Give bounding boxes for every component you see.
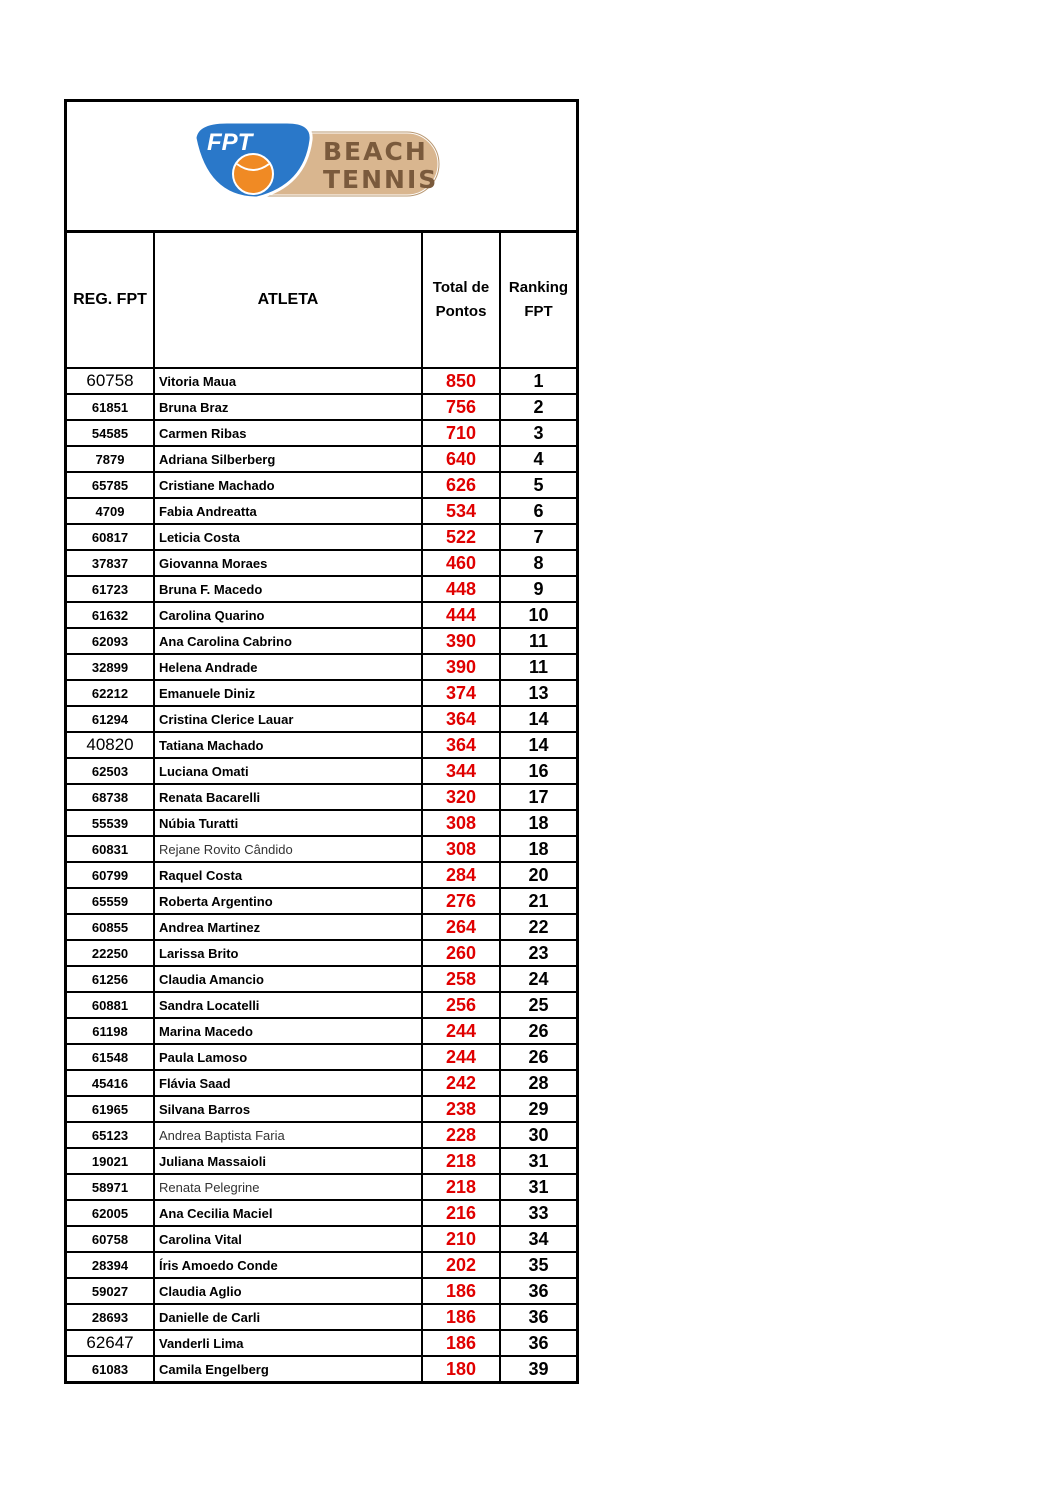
athlete-name-cell: Claudia Amancio bbox=[154, 966, 422, 992]
athlete-name-cell: Ana Carolina Cabrino bbox=[154, 628, 422, 654]
svg-text:BEACH: BEACH bbox=[323, 137, 428, 166]
reg-fpt-cell: 60881 bbox=[67, 992, 154, 1018]
table-row bbox=[67, 550, 576, 576]
athlete-name-cell: Andrea Martinez bbox=[154, 914, 422, 940]
rank-cell: 9 bbox=[500, 576, 576, 602]
rank-cell: 14 bbox=[500, 706, 576, 732]
table-row bbox=[67, 888, 576, 914]
reg-fpt-cell: 55539 bbox=[67, 810, 154, 836]
points-cell: 260 bbox=[422, 940, 500, 966]
points-cell: 202 bbox=[422, 1252, 500, 1278]
rank-cell: 36 bbox=[500, 1304, 576, 1330]
points-cell: 276 bbox=[422, 888, 500, 914]
ranking-sheet bbox=[64, 99, 579, 1384]
athlete-name-cell: Carolina Quarino bbox=[154, 602, 422, 628]
athlete-name-cell: Ana Cecilia Maciel bbox=[154, 1200, 422, 1226]
points-cell: 444 bbox=[422, 602, 500, 628]
col-header-points bbox=[422, 233, 500, 368]
table-row bbox=[67, 1356, 576, 1381]
rank-cell: 35 bbox=[500, 1252, 576, 1278]
rank-cell: 18 bbox=[500, 836, 576, 862]
points-cell: 390 bbox=[422, 654, 500, 680]
points-cell: 216 bbox=[422, 1200, 500, 1226]
table-row bbox=[67, 732, 576, 758]
rank-cell: 21 bbox=[500, 888, 576, 914]
table-row bbox=[67, 446, 576, 472]
points-cell: 320 bbox=[422, 784, 500, 810]
athlete-name-cell: Danielle de Carli bbox=[154, 1304, 422, 1330]
points-cell: 850 bbox=[422, 368, 500, 394]
rank-cell: 17 bbox=[500, 784, 576, 810]
table-row bbox=[67, 654, 576, 680]
table-row bbox=[67, 1330, 576, 1356]
table-row bbox=[67, 810, 576, 836]
points-cell: 238 bbox=[422, 1096, 500, 1122]
table-row bbox=[67, 498, 576, 524]
points-cell: 186 bbox=[422, 1278, 500, 1304]
reg-fpt-cell: 4709 bbox=[67, 498, 154, 524]
points-cell: 242 bbox=[422, 1070, 500, 1096]
athlete-name-cell: Marina Macedo bbox=[154, 1018, 422, 1044]
athlete-name-cell: Adriana Silberberg bbox=[154, 446, 422, 472]
table-row bbox=[67, 706, 576, 732]
table-row bbox=[67, 1304, 576, 1330]
points-cell: 186 bbox=[422, 1330, 500, 1356]
rank-header-line1: Ranking bbox=[508, 279, 569, 296]
table-row bbox=[67, 394, 576, 420]
points-cell: 374 bbox=[422, 680, 500, 706]
reg-fpt-cell: 28693 bbox=[67, 1304, 154, 1330]
athlete-name-cell: Luciana Omati bbox=[154, 758, 422, 784]
table-row bbox=[67, 602, 576, 628]
table-row bbox=[67, 992, 576, 1018]
table-row bbox=[67, 862, 576, 888]
athlete-name-cell: Rejane Rovito Cândido bbox=[154, 836, 422, 862]
table-row bbox=[67, 524, 576, 550]
rank-cell: 3 bbox=[500, 420, 576, 446]
rank-cell: 11 bbox=[500, 628, 576, 654]
ranking-table bbox=[67, 233, 576, 1381]
athlete-name-cell: Giovanna Moraes bbox=[154, 550, 422, 576]
reg-fpt-cell: 65559 bbox=[67, 888, 154, 914]
rank-cell: 39 bbox=[528, 1358, 549, 1379]
reg-fpt-cell: 62647 bbox=[67, 1330, 154, 1356]
athlete-name-cell: Emanuele Diniz bbox=[154, 680, 422, 706]
athlete-name-cell: Paula Lamoso bbox=[154, 1044, 422, 1070]
points-cell: 308 bbox=[422, 836, 500, 862]
athlete-name-cell: Bruna F. Macedo bbox=[154, 576, 422, 602]
athlete-name-cell: Cristina Clerice Lauar bbox=[154, 706, 422, 732]
rank-cell: 28 bbox=[500, 1070, 576, 1096]
points-cell: 710 bbox=[422, 420, 500, 446]
rank-cell: 26 bbox=[500, 1018, 576, 1044]
reg-fpt-cell: 60855 bbox=[67, 914, 154, 940]
table-row bbox=[67, 1044, 576, 1070]
points-cell: 364 bbox=[422, 732, 500, 758]
rank-cell: 16 bbox=[500, 758, 576, 784]
table-row bbox=[67, 1122, 576, 1148]
rank-cell: 10 bbox=[500, 602, 576, 628]
reg-fpt-cell: 61965 bbox=[67, 1096, 154, 1122]
reg-fpt-cell: 45416 bbox=[67, 1070, 154, 1096]
rank-cell: 25 bbox=[500, 992, 576, 1018]
athlete-name-cell: Tatiana Machado bbox=[154, 732, 422, 758]
points-header-line1: Total de bbox=[432, 279, 490, 296]
table-row bbox=[67, 1278, 576, 1304]
reg-fpt-cell: 61294 bbox=[67, 706, 154, 732]
athlete-name-cell: Raquel Costa bbox=[154, 862, 422, 888]
table-row bbox=[67, 758, 576, 784]
rank-cell: 5 bbox=[500, 472, 576, 498]
points-cell: 256 bbox=[422, 992, 500, 1018]
rank-cell: 13 bbox=[500, 680, 576, 706]
rank-cell: 18 bbox=[500, 810, 576, 836]
athlete-name-cell: Flávia Saad bbox=[154, 1070, 422, 1096]
table-row bbox=[67, 836, 576, 862]
points-cell: 244 bbox=[422, 1018, 500, 1044]
col-header-rank bbox=[500, 233, 576, 368]
reg-fpt-cell: 61198 bbox=[67, 1018, 154, 1044]
table-row bbox=[67, 420, 576, 446]
rank-cell: 30 bbox=[500, 1122, 576, 1148]
table-row bbox=[67, 914, 576, 940]
reg-fpt-cell: 61723 bbox=[67, 576, 154, 602]
table-row bbox=[67, 966, 576, 992]
athlete-name-cell: Larissa Brito bbox=[154, 940, 422, 966]
table-row bbox=[67, 784, 576, 810]
points-cell: 448 bbox=[422, 576, 500, 602]
reg-fpt-cell: 61083 bbox=[67, 1356, 154, 1381]
reg-fpt-cell: 61256 bbox=[67, 966, 154, 992]
rank-cell: 29 bbox=[500, 1096, 576, 1122]
reg-fpt-cell: 40820 bbox=[67, 732, 154, 758]
reg-fpt-cell: 32899 bbox=[67, 654, 154, 680]
table-row bbox=[67, 628, 576, 654]
athlete-name-cell: Helena Andrade bbox=[154, 654, 422, 680]
reg-fpt-cell: 65785 bbox=[67, 472, 154, 498]
rank-cell: 34 bbox=[500, 1226, 576, 1252]
ranking-rows bbox=[67, 368, 576, 1381]
reg-fpt-cell: 59027 bbox=[67, 1278, 154, 1304]
tennis-ball-icon bbox=[233, 154, 273, 194]
athlete-name-cell: Juliana Massaioli bbox=[154, 1148, 422, 1174]
athlete-name-cell: Claudia Aglio bbox=[154, 1278, 422, 1304]
fpt-beach-tennis-logo bbox=[187, 116, 507, 216]
rank-cell: 4 bbox=[500, 446, 576, 472]
athlete-name-cell: Carmen Ribas bbox=[154, 420, 422, 446]
reg-fpt-cell: 60799 bbox=[67, 862, 154, 888]
reg-fpt-cell: 62005 bbox=[67, 1200, 154, 1226]
athlete-name-cell: Íris Amoedo Conde bbox=[154, 1252, 422, 1278]
svg-text:TENNIS: TENNIS bbox=[323, 165, 439, 194]
reg-fpt-cell: 61632 bbox=[67, 602, 154, 628]
reg-fpt-cell: 28394 bbox=[67, 1252, 154, 1278]
athlete-name-cell: Renata Pelegrine bbox=[154, 1174, 422, 1200]
athlete-name-cell: Carolina Vital bbox=[154, 1226, 422, 1252]
points-cell: 218 bbox=[422, 1174, 500, 1200]
table-header-row bbox=[67, 233, 576, 368]
points-cell: 180 bbox=[422, 1356, 500, 1381]
rank-cell: 2 bbox=[500, 394, 576, 420]
points-cell: 522 bbox=[422, 524, 500, 550]
table-row bbox=[67, 368, 576, 394]
athlete-name-cell: Núbia Turatti bbox=[154, 810, 422, 836]
table-row bbox=[67, 1200, 576, 1226]
reg-fpt-cell: 62212 bbox=[67, 680, 154, 706]
points-cell: 460 bbox=[422, 550, 500, 576]
reg-fpt-cell: 62093 bbox=[67, 628, 154, 654]
rank-cell: 33 bbox=[500, 1200, 576, 1226]
rank-cell: 7 bbox=[500, 524, 576, 550]
table-row bbox=[67, 1226, 576, 1252]
reg-fpt-cell: 58971 bbox=[67, 1174, 154, 1200]
col-header-reg: REG. FPT bbox=[67, 233, 154, 368]
points-cell: 284 bbox=[422, 862, 500, 888]
table-row bbox=[67, 1018, 576, 1044]
rank-cell: 20 bbox=[500, 862, 576, 888]
reg-fpt-cell: 68738 bbox=[67, 784, 154, 810]
points-cell: 264 bbox=[422, 914, 500, 940]
points-cell: 390 bbox=[422, 628, 500, 654]
rank-cell: 24 bbox=[500, 966, 576, 992]
points-cell: 228 bbox=[422, 1122, 500, 1148]
rank-cell: 22 bbox=[500, 914, 576, 940]
table-row bbox=[67, 576, 576, 602]
rank-header-line2: FPT bbox=[524, 303, 553, 320]
reg-fpt-cell: 61548 bbox=[67, 1044, 154, 1070]
points-cell: 308 bbox=[422, 810, 500, 836]
table-row bbox=[67, 472, 576, 498]
rank-cell: 6 bbox=[500, 498, 576, 524]
table-row bbox=[67, 680, 576, 706]
table-row bbox=[67, 1096, 576, 1122]
points-cell: 534 bbox=[422, 498, 500, 524]
points-cell: 364 bbox=[422, 706, 500, 732]
reg-fpt-cell: 65123 bbox=[67, 1122, 154, 1148]
athlete-name-cell: Camila Engelberg bbox=[154, 1356, 422, 1381]
rank-cell: 11 bbox=[500, 654, 576, 680]
reg-fpt-cell: 60758 bbox=[67, 368, 154, 394]
table-row bbox=[67, 1252, 576, 1278]
points-cell: 344 bbox=[422, 758, 500, 784]
table-row bbox=[67, 940, 576, 966]
table-row bbox=[67, 1174, 576, 1200]
rank-cell: 14 bbox=[500, 732, 576, 758]
athlete-name-cell: Bruna Braz bbox=[154, 394, 422, 420]
points-cell: 258 bbox=[422, 966, 500, 992]
reg-fpt-cell: 60758 bbox=[67, 1226, 154, 1252]
athlete-name-cell: Silvana Barros bbox=[154, 1096, 422, 1122]
athlete-name-cell: Sandra Locatelli bbox=[154, 992, 422, 1018]
athlete-name-cell: Renata Bacarelli bbox=[154, 784, 422, 810]
reg-fpt-cell: 60831 bbox=[67, 836, 154, 862]
points-cell: 626 bbox=[422, 472, 500, 498]
points-cell: 218 bbox=[422, 1148, 500, 1174]
points-cell: 186 bbox=[422, 1304, 500, 1330]
svg-text:FPT: FPT bbox=[207, 129, 253, 156]
athlete-name-cell: Leticia Costa bbox=[154, 524, 422, 550]
athlete-name-cell: Fabia Andreatta bbox=[154, 498, 422, 524]
athlete-name-cell: Vitoria Maua bbox=[154, 368, 422, 394]
points-cell: 640 bbox=[422, 446, 500, 472]
rank-cell: 26 bbox=[500, 1044, 576, 1070]
points-cell: 244 bbox=[422, 1044, 500, 1070]
logo-header bbox=[67, 102, 576, 233]
points-header-line2: Pontos bbox=[435, 303, 487, 320]
athlete-name-cell: Vanderli Lima bbox=[154, 1330, 422, 1356]
reg-fpt-cell: 37837 bbox=[67, 550, 154, 576]
reg-fpt-cell: 60817 bbox=[67, 524, 154, 550]
points-cell: 756 bbox=[422, 394, 500, 420]
athlete-name-cell: Cristiane Machado bbox=[154, 472, 422, 498]
rank-cell: 1 bbox=[500, 368, 576, 394]
reg-fpt-cell: 62503 bbox=[67, 758, 154, 784]
points-cell: 210 bbox=[422, 1226, 500, 1252]
rank-cell: 31 bbox=[500, 1148, 576, 1174]
col-header-athlete: ATLETA bbox=[154, 233, 422, 368]
table-row bbox=[67, 1070, 576, 1096]
reg-fpt-cell: 54585 bbox=[67, 420, 154, 446]
athlete-name-cell: Roberta Argentino bbox=[154, 888, 422, 914]
rank-cell: 23 bbox=[500, 940, 576, 966]
athlete-name-cell: Andrea Baptista Faria bbox=[154, 1122, 422, 1148]
rank-cell: 31 bbox=[500, 1174, 576, 1200]
rank-cell: 36 bbox=[500, 1278, 576, 1304]
table-row bbox=[67, 1148, 576, 1174]
rank-cell: 8 bbox=[500, 550, 576, 576]
reg-fpt-cell: 22250 bbox=[67, 940, 154, 966]
reg-fpt-cell: 19021 bbox=[67, 1148, 154, 1174]
rank-cell: 36 bbox=[500, 1330, 576, 1356]
reg-fpt-cell: 7879 bbox=[67, 446, 154, 472]
reg-fpt-cell: 61851 bbox=[67, 394, 154, 420]
